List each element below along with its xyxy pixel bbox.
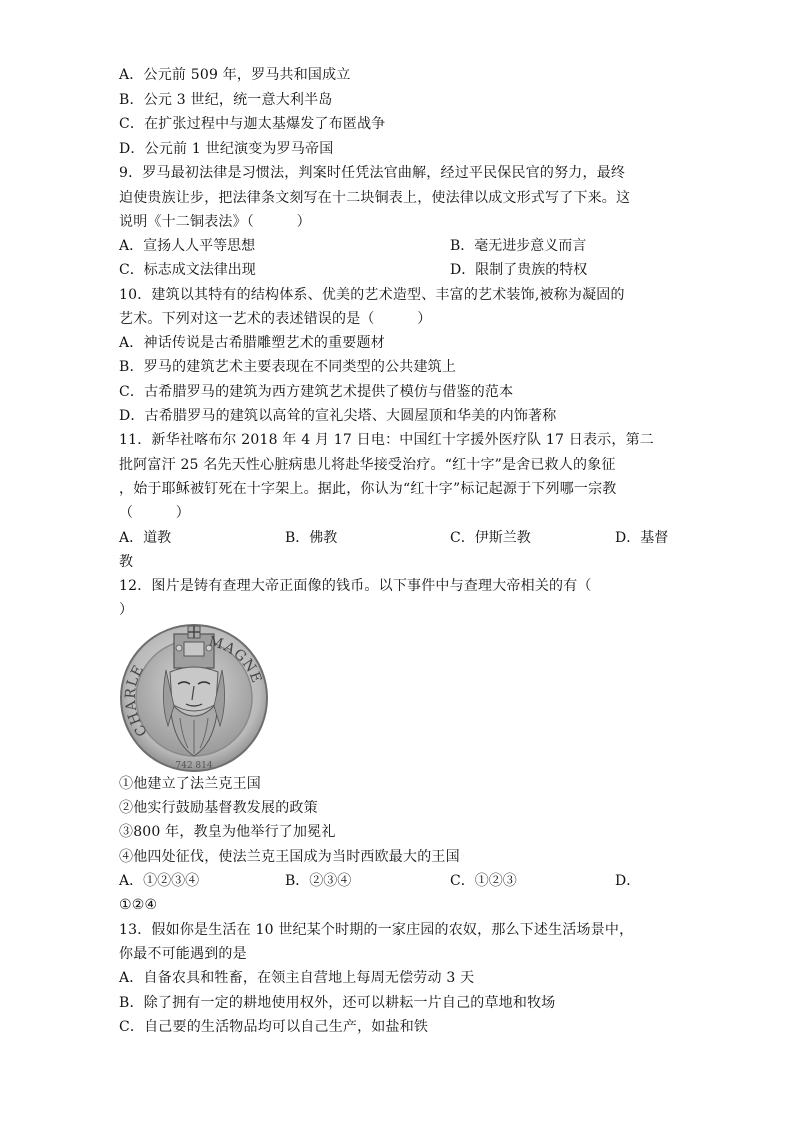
q10-option-a: A．神话传说是古希腊雕塑艺术的重要题材: [119, 335, 385, 351]
q13-stem-line1: 13．假如你是生活在 10 世纪某个时期的一家庄园的农奴，那么下述生活场景中，: [119, 922, 634, 938]
q10-option-d: D．古希腊罗马的建筑以高耸的宣礼尖塔、大圆屋顶和华美的内饰著称: [119, 408, 557, 424]
q11-stem-line2: 批阿富汗 25 名先天性心脏病患儿将赴华接受治疗。“红十字”是舍已救人的象征: [119, 457, 616, 473]
q12-item-1: ①他建立了法兰克王国: [119, 776, 261, 792]
q10-stem-line2: 艺术。下列对这一艺术的表述错误的是（ ）: [119, 311, 432, 327]
q8-option-b: B．公元 3 世纪，统一意大利半岛: [119, 92, 333, 108]
q11-stem-line3: ，始于耶稣被钉死在十字架上。据此，你认为“红十字”标记起源于下列哪一宗教: [119, 481, 617, 497]
q12-item-2: ②他实行鼓励基督教发展的政策: [119, 800, 318, 816]
q12-item-4: ④他四处征伐，使法兰克王国成为当时西欧最大的王国: [119, 849, 460, 865]
q12-stem-line1: 12．图片是铸有查理大帝正面像的钱币。以下事件中与查理大帝相关的有（: [119, 578, 592, 594]
q8-option-c: C．在扩张过程中与迦太基爆发了布匿战争: [119, 116, 386, 132]
q11-stem-line4: （ ）: [119, 505, 190, 521]
q10-option-c: C．古希腊罗马的建筑为西方建筑艺术提供了模仿与借鉴的范本: [119, 384, 514, 400]
q11-stem-line1: 11．新华社喀布尔 2018 年 4 月 17 日电：中国红十字援外医疗队 17 日表示，第二: [119, 432, 654, 448]
q11-option-a: A．道教: [119, 530, 172, 546]
q11-option-d: D．基督: [615, 530, 669, 546]
q12-option-d-continued: ①②④: [119, 897, 158, 913]
q11-option-c: C．伊斯兰教: [450, 530, 531, 546]
q10-option-b: B．罗马的建筑艺术主要表现在不同类型的公共建筑上: [119, 359, 457, 375]
q9-option-c: C．标志成文法律出现: [119, 262, 256, 278]
q13-stem-line2: 你最不可能遇到的是: [119, 946, 247, 962]
q10-stem-line1: 10．建筑以其特有的结构体系、优美的艺术造型、丰富的艺术装饰,被称为凝固的: [119, 287, 625, 303]
q8-option-d: D．公元前 1 世纪演变为罗马帝国: [119, 141, 334, 157]
q13-option-a: A．自备农具和牲畜，在领主自营地上每周无偿劳动 3 天: [119, 970, 475, 986]
q9-stem-line3: 说明《十二铜表法》（ ）: [119, 214, 311, 230]
q12-option-a: A．①②③④: [119, 873, 200, 889]
q13-option-c: C．自己要的生活物品均可以自己生产，如盐和铁: [119, 1019, 429, 1035]
q12-item-3: ③800 年，教皇为他举行了加冕礼: [119, 824, 336, 840]
q8-option-a: A．公元前 509 年，罗马共和国成立: [119, 67, 351, 83]
q12-option-d: D．: [615, 873, 641, 889]
coin-years: 742 814: [175, 761, 213, 771]
q12-stem-line2: ）: [119, 602, 134, 618]
coin-legend-left: CHARLE: [122, 661, 152, 740]
charlemagne-coin-image: [118, 622, 270, 774]
q13-option-b: B．除了拥有一定的耕地使用权外，还可以耕耘一片自己的草地和牧场: [119, 995, 556, 1011]
q9-option-a: A．宣扬人人平等思想: [119, 238, 256, 254]
q11-option-d-continued: 教: [119, 554, 134, 570]
coin-legend-right: MAGNE: [207, 633, 265, 686]
q12-option-b: B．②③④: [285, 873, 352, 889]
q9-option-d: D．限制了贵族的特权: [450, 262, 588, 278]
q11-option-b: B．佛教: [285, 530, 338, 546]
q9-stem-line2: 迫使贵族让步，把法律条文刻写在十二块铜表上，使法律以成文形式写了下来。这: [119, 190, 631, 206]
q9-option-b: B．毫无进步意义而言: [450, 238, 587, 254]
q9-stem-line1: 9．罗马最初法律是习惯法，判案时任凭法官曲解，经过平民保民官的努力，最终: [119, 165, 626, 181]
q12-option-c: C．①②③: [450, 873, 517, 889]
